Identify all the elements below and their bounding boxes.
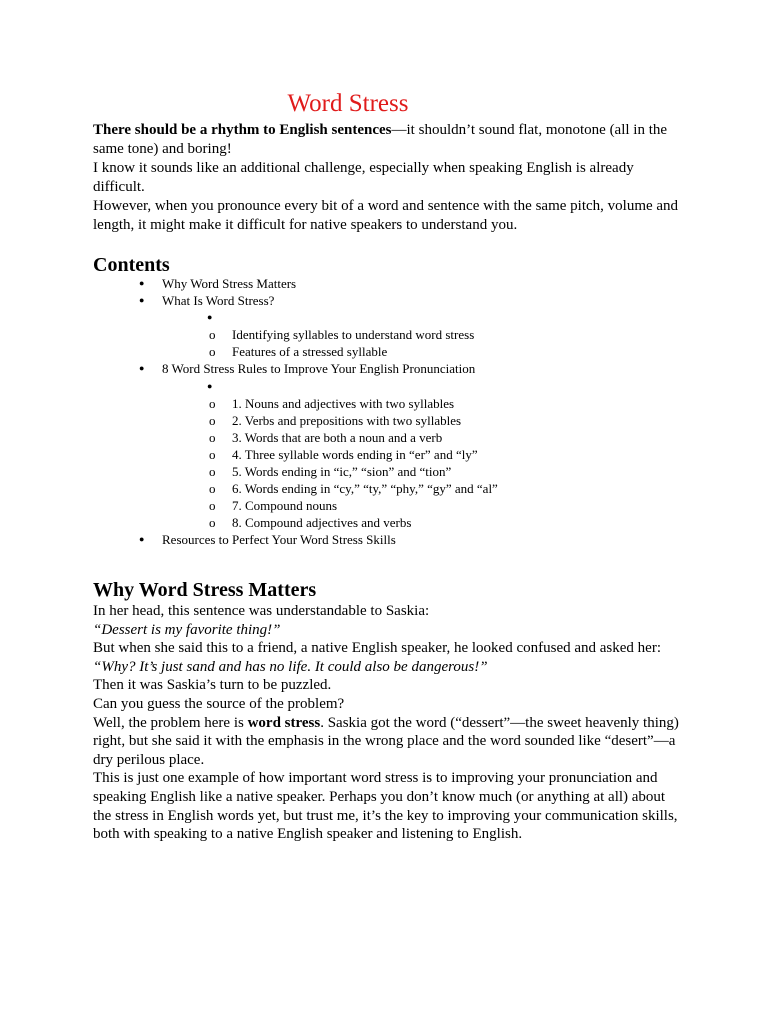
toc-item-label[interactable]: 8 Word Stress Rules to Improve Your English Pronunciation xyxy=(162,361,476,377)
toc-subitem-label[interactable]: 8. Compound adjectives and verbs xyxy=(232,515,412,531)
table-of-contents xyxy=(0,275,768,549)
toc-item[interactable] xyxy=(0,275,768,292)
section-paragraph: In her head, this sentence was understandable to Saskia: xyxy=(93,603,430,619)
bullet-icon: ● xyxy=(207,312,213,323)
bullet-icon: ● xyxy=(207,380,213,391)
toc-item-label[interactable]: Why Word Stress Matters xyxy=(162,276,297,291)
sub-bullet-icon: o xyxy=(209,464,216,480)
intro-paragraph-3: However, when you pronounce every bit of a word and sentence with the same pitch, volume and length, it might make it difficult for native speakers to understand you. xyxy=(93,198,679,233)
sub-bullet-icon: o xyxy=(209,344,216,360)
toc-subitem-label[interactable]: 1. Nouns and adjectives with two syllables xyxy=(232,395,455,411)
sub-bullet-icon: o xyxy=(209,412,216,428)
sub-bullet-icon: o xyxy=(209,498,216,514)
toc-subitem-label[interactable]: 4. Three syllable words ending in “er” and “ly” xyxy=(232,446,478,462)
toc-subitem-label[interactable]: 2. Verbs and prepositions with two syllables xyxy=(232,412,462,428)
bullet-icon: ● xyxy=(139,278,145,288)
bullet-icon: ● xyxy=(139,534,145,545)
paragraph-text: . Saskia got the word (“dessert”—the sweet heavenly thing) right, but she said it with the emphasis in the wrong place and the word sounded like “desert”—a dry perilous place. xyxy=(93,714,679,768)
toc-subitem[interactable] xyxy=(0,463,768,480)
section-paragraph: This is just one example of how important word stress is to improving your pronunciation and speaking English like a native speaker. Perhaps you don’t know much (or anything at all) about the stress in English words yet, but trust me, it’s the key to improving your communication skills, both with speaking to a native English speaker and listening to English. xyxy=(93,770,678,843)
toc-subitem[interactable] xyxy=(0,412,768,429)
sub-bullet-icon: o xyxy=(209,481,216,497)
sub-bullet-icon: o xyxy=(209,327,216,343)
intro-line1-rest: —it shouldn’t sound flat, monotone (all in the same tone) and boring! xyxy=(93,122,668,157)
toc-subitem[interactable] xyxy=(0,343,768,360)
sub-bullet-icon: o xyxy=(209,395,216,411)
toc-subitem[interactable] xyxy=(0,446,768,463)
contents-heading: Contents xyxy=(93,254,170,276)
sub-bullet-icon: o xyxy=(209,446,216,462)
toc-subitem[interactable] xyxy=(0,429,768,446)
page-title: Word Stress xyxy=(287,90,409,117)
toc-item[interactable] xyxy=(0,531,768,548)
paragraph-text: Well, the problem here is xyxy=(93,714,248,731)
toc-subitem-label[interactable]: 3. Words that are both a noun and a verb xyxy=(232,429,443,445)
toc-item-label[interactable]: Resources to Perfect Your Word Stress Skills xyxy=(162,532,396,548)
sub-bullet-icon: o xyxy=(209,515,216,531)
toc-item-label[interactable]: What Is Word Stress? xyxy=(162,293,275,309)
sub-bullet-icon: o xyxy=(209,429,216,445)
toc-subitem-label[interactable]: Features of a stressed syllable xyxy=(232,344,388,360)
section-paragraph: Then it was Saskia’s turn to be puzzled. xyxy=(93,677,332,694)
toc-subitem[interactable] xyxy=(0,514,768,531)
intro-bold-lead: There should be a rhythm to English sentences xyxy=(93,122,392,138)
toc-subitem-label[interactable]: Identifying syllables to understand word stress xyxy=(232,327,475,343)
toc-subitem[interactable] xyxy=(0,395,768,412)
section-quote: “Why? It’s just sand and has no life. It could also be dangerous!” xyxy=(93,658,488,675)
section-paragraph: Can you guess the source of the problem? xyxy=(93,695,345,712)
intro-paragraph-2: I know it sounds like an additional challenge, especially when speaking English is already difficult. xyxy=(93,160,634,195)
section-paragraph: But when she said this to a friend, a native English speaker, he looked confused and asked her: xyxy=(93,640,661,657)
section-heading: Why Word Stress Matters xyxy=(93,579,317,601)
toc-subitem[interactable] xyxy=(0,326,768,343)
bullet-icon: ● xyxy=(139,295,145,306)
toc-empty-bullet xyxy=(0,378,768,395)
toc-subitem[interactable] xyxy=(0,480,768,497)
toc-item[interactable] xyxy=(0,360,768,377)
intro-text xyxy=(93,121,683,235)
section-quote: “Dessert is my favorite thing!” xyxy=(93,621,281,638)
toc-empty-bullet xyxy=(0,309,768,326)
section-body xyxy=(93,602,683,844)
section-paragraph xyxy=(93,714,683,770)
toc-subitem-label[interactable]: 6. Words ending in “cy,” “ty,” “phy,” “gy” and “al” xyxy=(232,481,498,497)
toc-subitem-label[interactable]: 5. Words ending in “ic,” “sion” and “tion” xyxy=(232,464,452,480)
bold-term: word stress xyxy=(247,714,321,731)
toc-item[interactable] xyxy=(0,292,768,309)
intro-paragraph-1 xyxy=(93,121,683,159)
toc-subitem[interactable] xyxy=(0,497,768,514)
bullet-icon: ● xyxy=(139,363,145,374)
toc-subitem-label[interactable]: 7. Compound nouns xyxy=(232,498,338,514)
